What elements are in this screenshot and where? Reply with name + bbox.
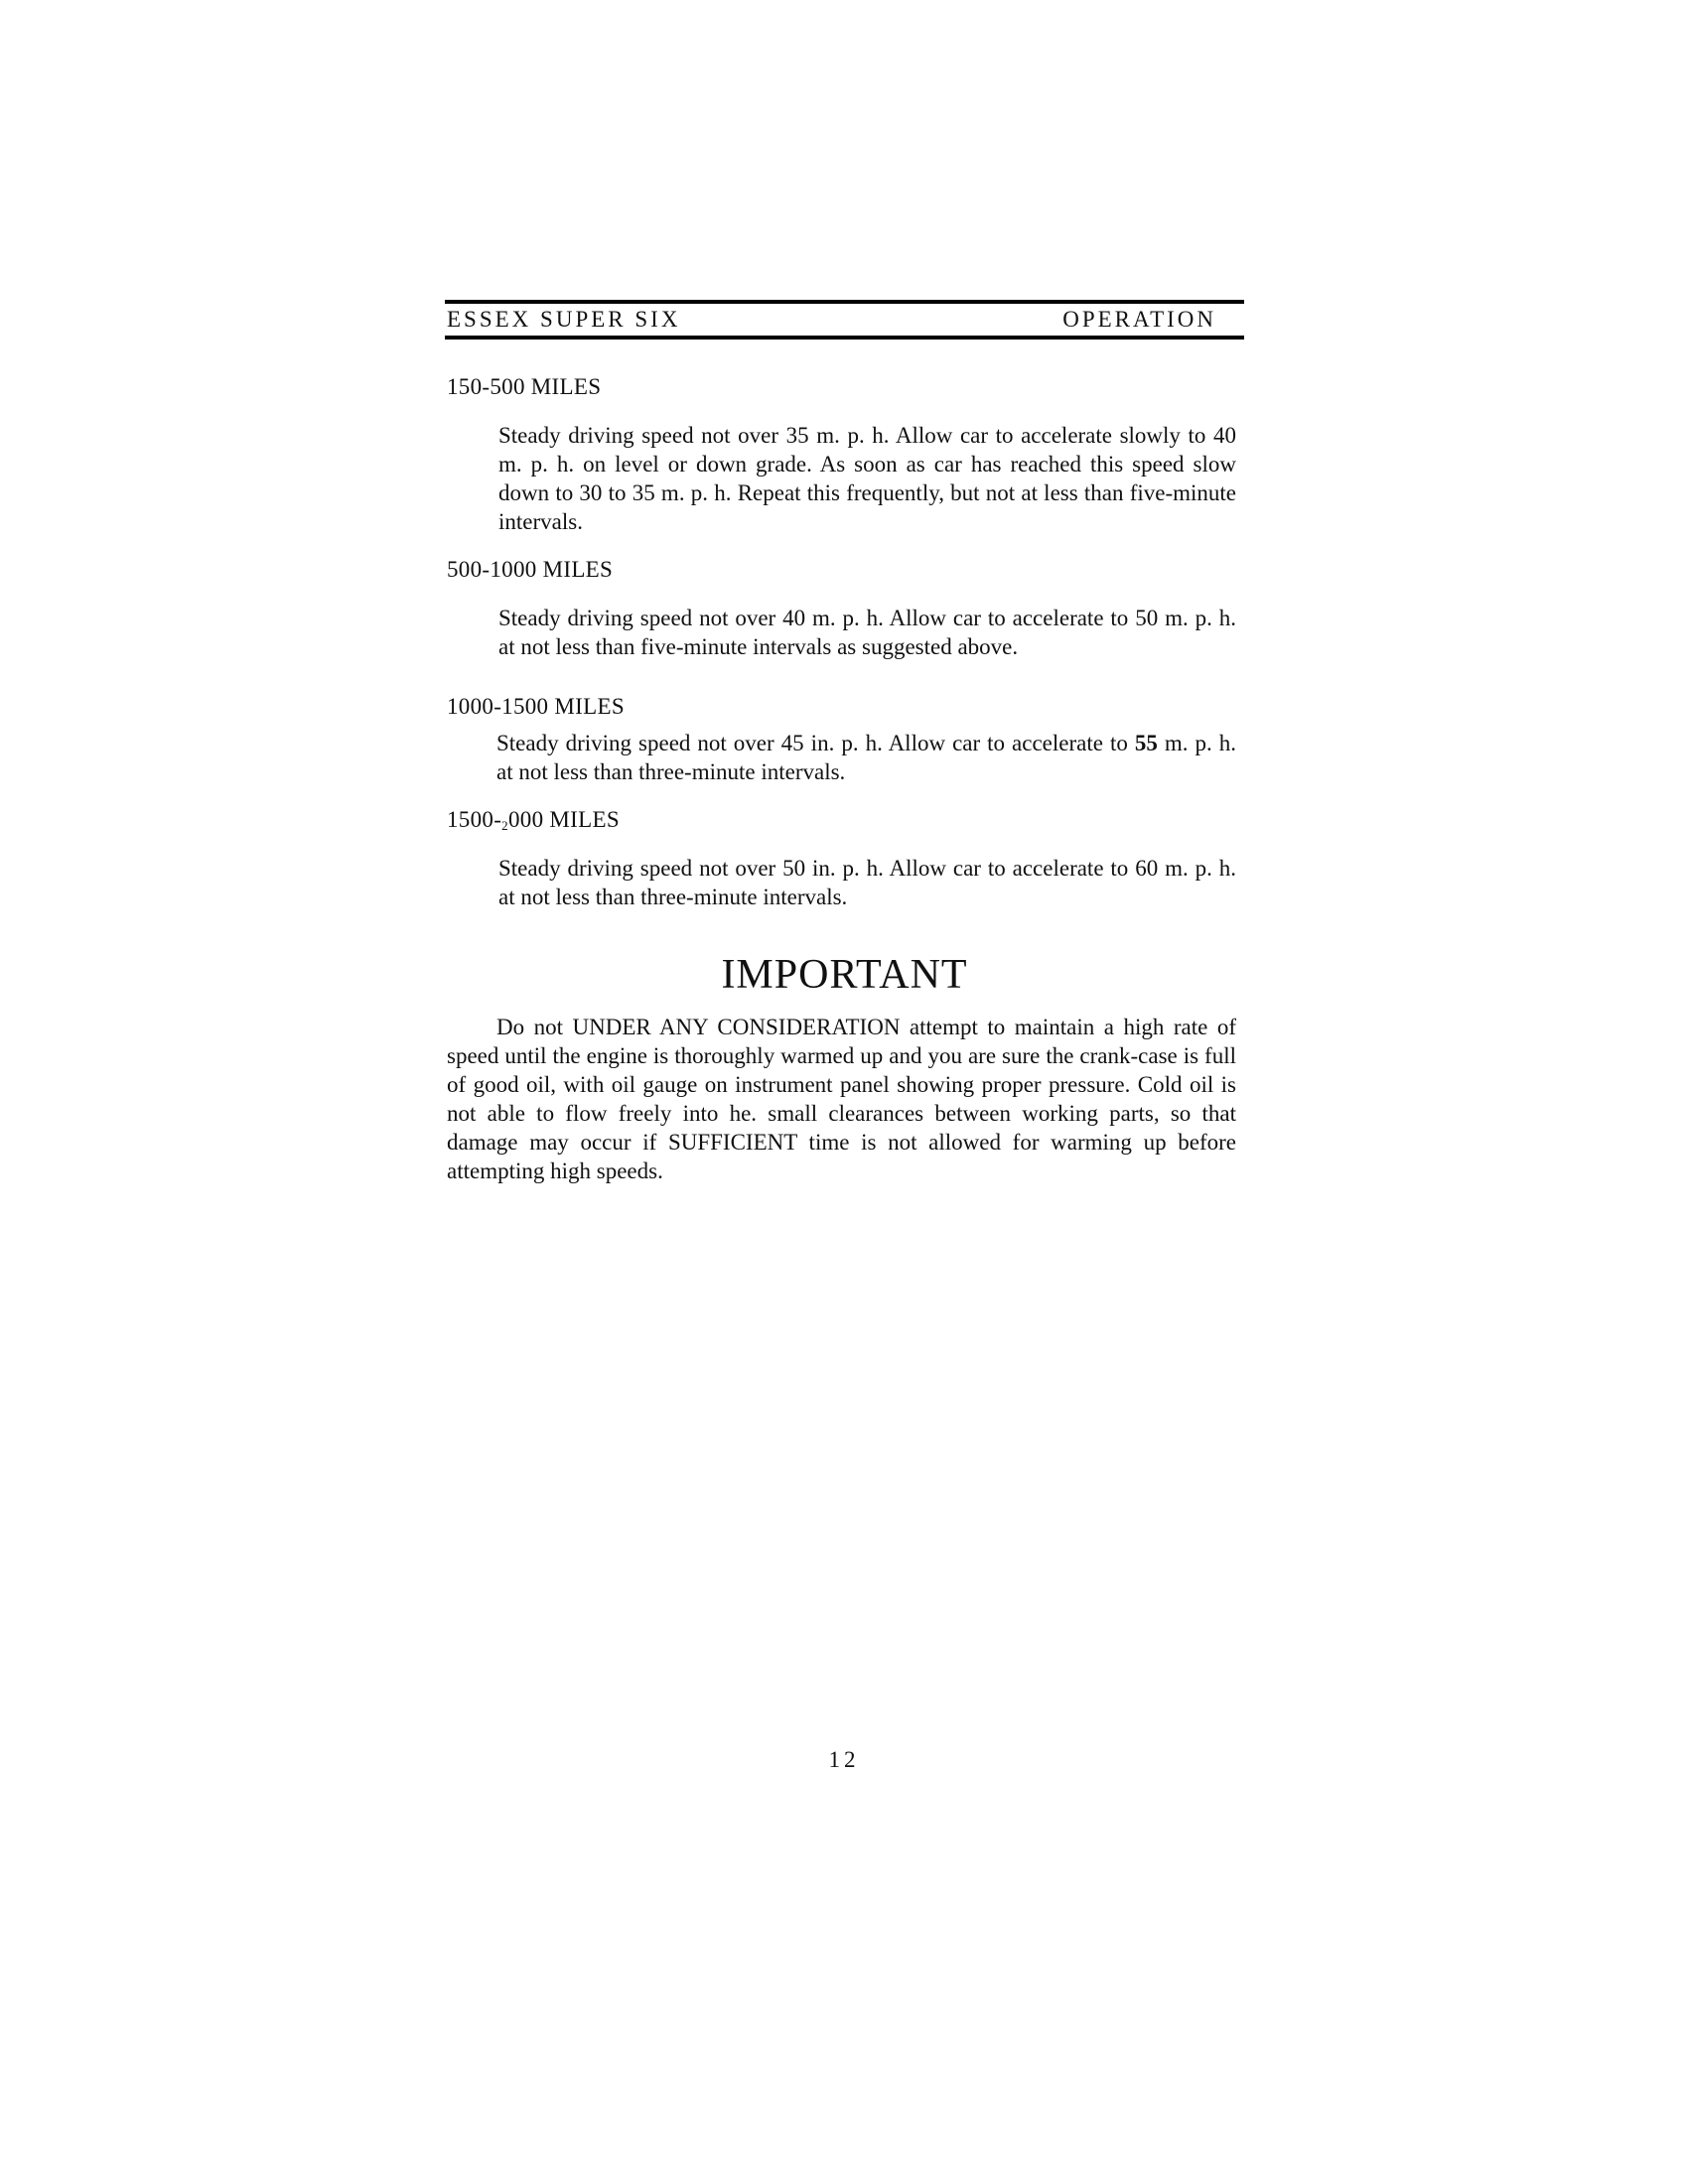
section-text-1000-1500 bbox=[496, 729, 1236, 786]
section-text-1000-1500-part2: m. p. h. at not less than three-minute intervals. bbox=[496, 731, 1236, 784]
running-header bbox=[445, 300, 1244, 340]
section-label-150-500: 150-500 MILES bbox=[447, 374, 602, 399]
header-title: ESSEX SUPER SIX bbox=[447, 307, 681, 332]
section-text-1500-2000: Steady driving speed not over 50 in. p. h. Allow car to accelerate to 60 m. p. h. at not less than three-minute intervals. bbox=[498, 856, 1236, 909]
important-heading: IMPORTANT bbox=[721, 952, 968, 998]
section-label-500-1000: 500-1000 MILES bbox=[447, 557, 614, 582]
section-text-1000-1500-part1: Steady driving speed not over 45 in. p. h. Allow car to accelerate to bbox=[496, 731, 1135, 755]
manual-page bbox=[445, 300, 1244, 1185]
important-text: Do not UNDER ANY CONSIDERATION attempt to maintain a high rate of speed until the engine is thoroughly warmed up and you are sure the crank-case is full of good oil, with oil gauge on instrument panel showing proper pressure. Cold oil is not able to flow freely into he. small clearances between working parts, so that damage may occur if SUFFICIENT time is not allowed for warming up before attempting high speeds. bbox=[447, 1015, 1236, 1183]
section-label-1500-2000-suffix: 000 MILES bbox=[507, 807, 620, 832]
header-section: OPERATION bbox=[1062, 307, 1216, 332]
section-text-500-1000: Steady driving speed not over 40 m. p. h. Allow car to accelerate to 50 m. p. h. at not less than five-minute intervals as suggested above. bbox=[498, 606, 1236, 659]
page-number: 12 bbox=[828, 1747, 860, 1772]
section-label-1000-1500: 1000-1500 MILES bbox=[447, 694, 625, 719]
section-text-1000-1500-bold: 55 bbox=[1134, 731, 1158, 755]
section-label-1500-2000-sub: 2 bbox=[501, 818, 508, 833]
section-label-1500-2000-prefix: 1500- bbox=[447, 807, 502, 832]
section-label-1500-2000 bbox=[447, 806, 1244, 834]
section-text-150-500: Steady driving speed not over 35 m. p. h. Allow car to accelerate slowly to 40 m. p. h. on level or down grade. As soon as car has reached this speed slow down to 30 to 35 m. p. h. Repeat this frequently, but not at less than five-minute intervals. bbox=[498, 423, 1236, 534]
